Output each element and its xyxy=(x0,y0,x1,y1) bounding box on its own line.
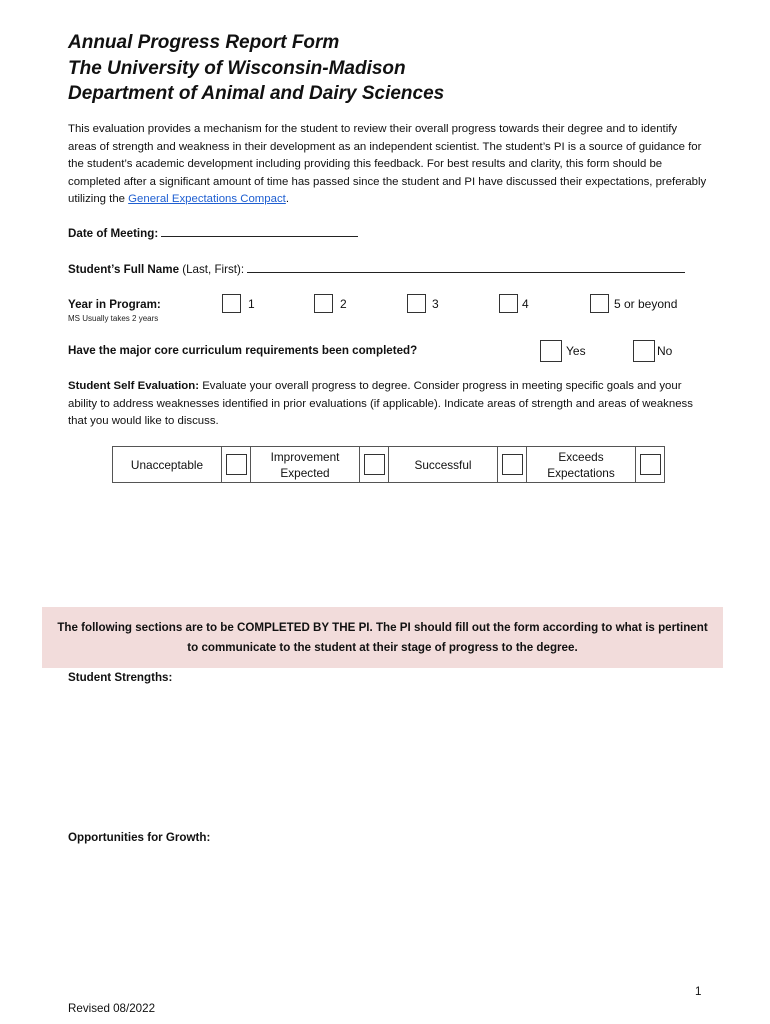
intro-paragraph xyxy=(68,121,708,209)
student-name-row xyxy=(68,261,685,276)
student-name-label: Student’s Full Name xyxy=(68,263,180,276)
year-in-program-note: MS Usually takes 2 years xyxy=(68,314,159,323)
rating-improvement-checkbox[interactable] xyxy=(364,454,385,475)
rating-exceeds-line1: Exceeds xyxy=(558,449,604,464)
rating-improvement-line2: Expected xyxy=(280,465,330,480)
intro-text: This evaluation provides a mechanism for the student to review their overall progress towards their degree and to identify areas of strength and weakness in their development as an independent scientist. The student’s PI is a source of guidance for the student’s academic development including providing this feedback. For best results and clarity, this form should be completed after a significant amount of time has passed since the student and PI have discussed their expectations, preferably utilizing the xyxy=(68,123,707,206)
core-curriculum-yes-label: Yes xyxy=(566,344,586,358)
title-line-1: Annual Progress Report Form xyxy=(68,32,340,53)
date-of-meeting-field[interactable] xyxy=(161,225,358,237)
rating-successful-text: Successful xyxy=(414,457,472,472)
form-title xyxy=(68,30,444,107)
core-curriculum-question: Have the major core curriculum requirements been completed? xyxy=(68,344,418,357)
rating-successful-label xyxy=(389,447,498,483)
self-evaluation-rating-table xyxy=(112,446,665,483)
rating-unacceptable-checkbox[interactable] xyxy=(226,454,247,475)
pi-notice-line-1: The following sections are to be COMPLETED BY THE PI. The PI should fill out the form according to what is pertinent xyxy=(57,621,708,634)
rating-exceeds-line2: Expectations xyxy=(547,465,615,480)
self-evaluation-label: Student Self Evaluation: xyxy=(68,380,200,392)
rating-unacceptable-label xyxy=(113,447,222,483)
opportunities-for-growth-label: Opportunities for Growth: xyxy=(68,831,211,844)
year-4-checkbox[interactable] xyxy=(499,294,518,313)
year-2-label: 2 xyxy=(340,297,347,311)
year-5-or-beyond-label: 5 or beyond xyxy=(614,297,678,311)
rating-exceeds-checkbox[interactable] xyxy=(640,454,661,475)
self-evaluation-paragraph xyxy=(68,378,708,431)
pi-notice-line-2: to communicate to the student at their stage of progress to the degree. xyxy=(187,640,578,654)
year-5-or-beyond-checkbox[interactable] xyxy=(590,294,609,313)
intro-end: . xyxy=(285,193,289,206)
date-of-meeting-label: Date of Meeting: xyxy=(68,227,159,240)
rating-successful-cell xyxy=(498,447,527,483)
core-curriculum-no-checkbox[interactable] xyxy=(633,340,655,362)
general-expectations-compact-link[interactable]: General Expectations Compact xyxy=(128,193,286,206)
year-3-checkbox[interactable] xyxy=(407,294,426,313)
revised-date: Revised 08/2022 xyxy=(68,1002,156,1015)
rating-successful-checkbox[interactable] xyxy=(502,454,523,475)
rating-improvement-cell xyxy=(360,447,389,483)
rating-improvement-label xyxy=(251,447,360,483)
core-curriculum-no-label: No xyxy=(657,344,673,358)
core-curriculum-yes-checkbox[interactable] xyxy=(540,340,562,362)
student-name-field[interactable] xyxy=(247,261,685,273)
pi-notice-banner xyxy=(42,607,723,668)
date-of-meeting-row xyxy=(68,225,358,240)
year-3-label: 3 xyxy=(432,297,439,311)
rating-exceeds-label xyxy=(527,447,636,483)
year-1-label: 1 xyxy=(248,297,255,311)
title-line-3: Department of Animal and Dairy Sciences xyxy=(68,83,445,104)
rating-unacceptable-cell xyxy=(222,447,251,483)
self-evaluation-text: Evaluate your overall progress to degree. Consider progress in meeting specific goals and your ability to address weaknesses identified in prior evaluations (if applicable). Indicate areas of strength and areas of weakness that you would like to discuss. xyxy=(68,380,693,428)
year-in-program-label: Year in Program: xyxy=(68,298,161,311)
title-line-2: The University of Wisconsin-Madison xyxy=(68,57,406,79)
student-strengths-label: Student Strengths: xyxy=(68,671,173,684)
page-number: 1 xyxy=(695,985,702,998)
year-1-checkbox[interactable] xyxy=(222,294,241,313)
rating-improvement-line1: Improvement xyxy=(270,449,340,464)
rating-unacceptable-text: Unacceptable xyxy=(130,457,204,472)
year-2-checkbox[interactable] xyxy=(314,294,333,313)
student-name-hint: (Last, First): xyxy=(182,263,245,276)
rating-exceeds-cell xyxy=(636,447,665,483)
year-4-label: 4 xyxy=(522,297,529,311)
